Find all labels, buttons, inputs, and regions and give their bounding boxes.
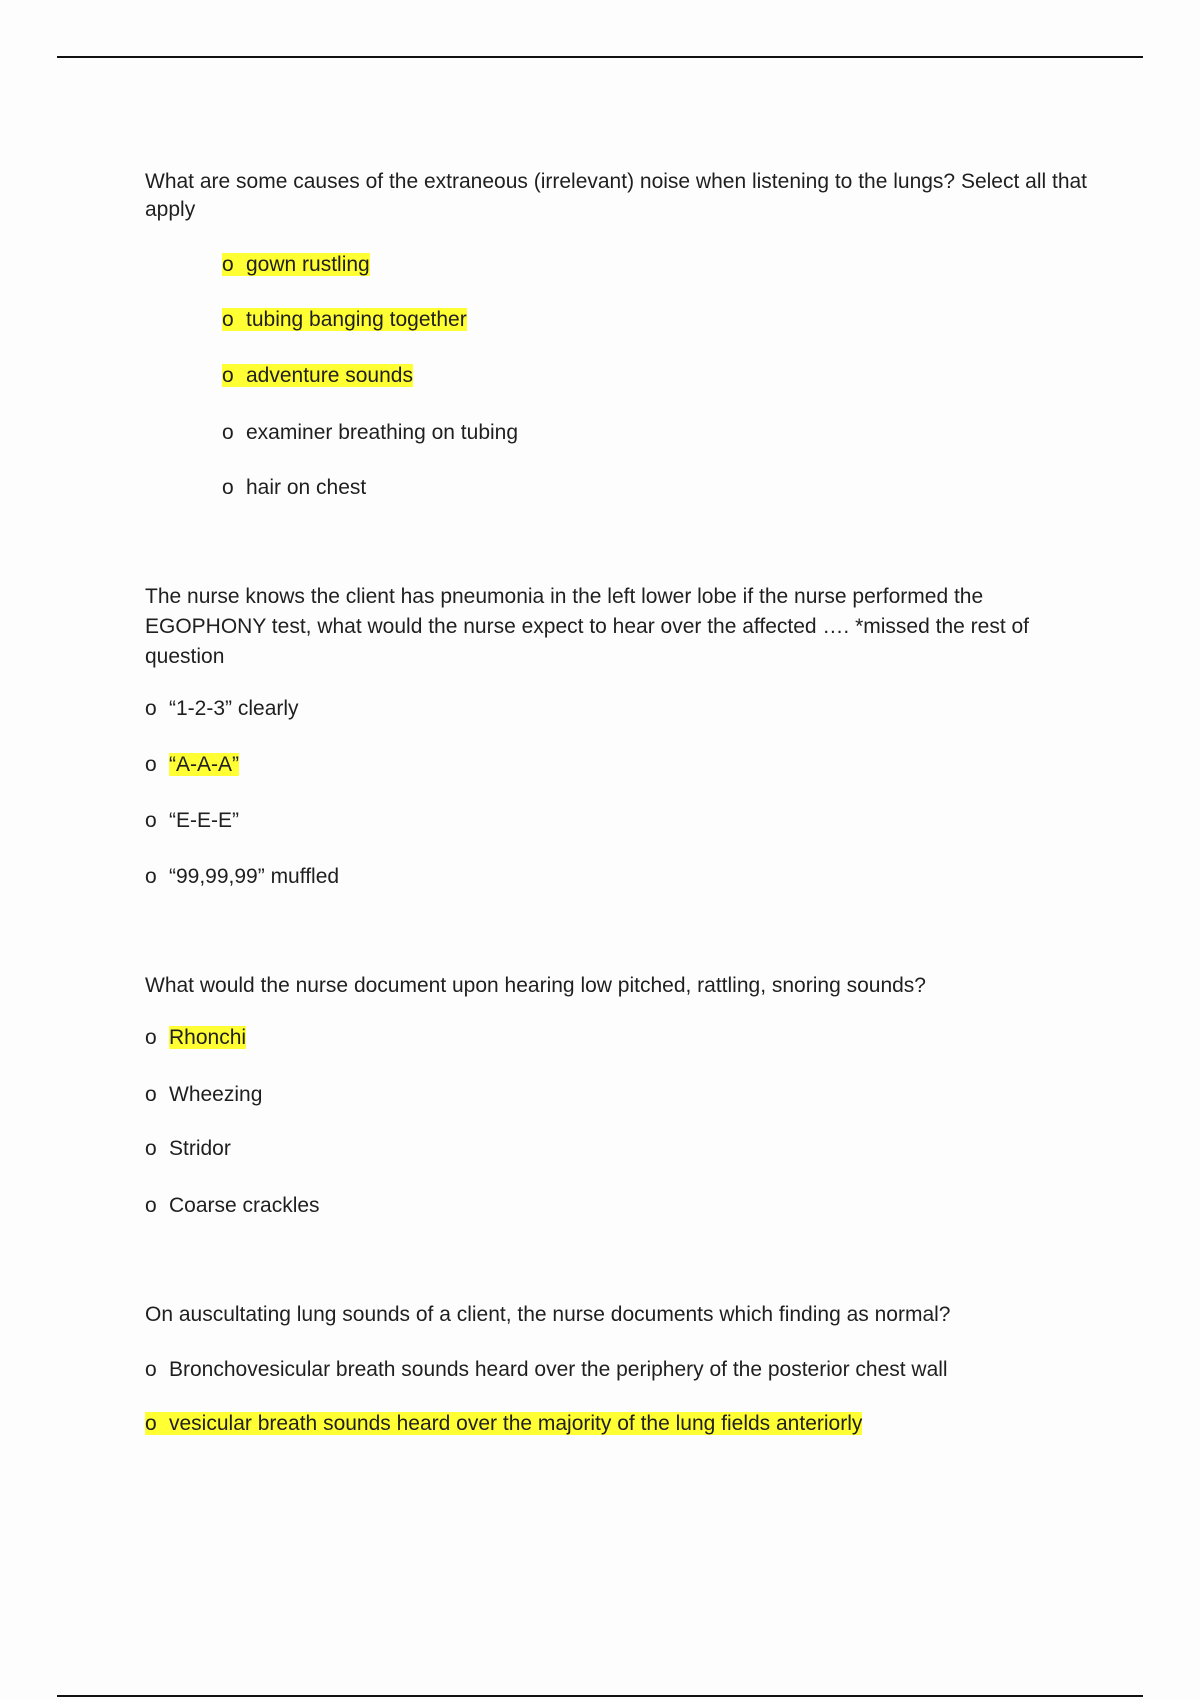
option-label: “1-2-3” clearly <box>169 697 299 720</box>
bullet-icon: o <box>145 1358 157 1381</box>
bullet-icon: o <box>145 1412 157 1435</box>
q1-option-4 <box>222 419 518 447</box>
option-label: tubing banging together <box>246 308 467 331</box>
option-label: “A-A-A” <box>169 753 239 776</box>
q2-option-4 <box>145 863 339 891</box>
option-label: Rhonchi <box>169 1026 247 1049</box>
q2-option-3 <box>145 807 239 835</box>
q3-option-1 <box>145 1024 246 1052</box>
bullet-icon: o <box>145 753 157 776</box>
bullet-icon: o <box>222 421 234 444</box>
bullet-icon: o <box>222 308 234 331</box>
bullet-icon: o <box>145 865 157 888</box>
option-label: adventure sounds <box>246 364 413 387</box>
q3-option-3 <box>145 1135 231 1163</box>
bullet-icon: o <box>145 697 157 720</box>
bottom-rule <box>57 1695 1143 1697</box>
question-2-text: The nurse knows the client has pneumonia in the left lower lobe if the nurse performed the EGOPHONY test, what would the nurse expect to hear over the affected …. *missed the rest of question <box>145 585 1029 668</box>
option-label: examiner breathing on tubing <box>246 421 519 444</box>
bullet-icon: o <box>222 476 234 499</box>
top-rule <box>57 56 1143 58</box>
bullet-icon: o <box>145 1137 157 1160</box>
q4-option-1 <box>145 1356 948 1384</box>
option-label: vesicular breath sounds heard over the majority of the lung fields anteriorly <box>169 1412 863 1435</box>
option-label: hair on chest <box>246 476 367 499</box>
question-3-text: What would the nurse document upon hearing low pitched, rattling, snoring sounds? <box>145 974 926 997</box>
option-label: Coarse crackles <box>169 1194 320 1217</box>
option-label: “99,99,99” muffled <box>169 865 340 888</box>
q3-option-4 <box>145 1192 320 1220</box>
q4-option-2 <box>145 1410 862 1438</box>
q1-option-3 <box>222 362 413 390</box>
option-label: Bronchovesicular breath sounds heard over the periphery of the posterior chest wall <box>169 1358 948 1381</box>
q1-option-1 <box>222 251 370 279</box>
q3-option-2 <box>145 1081 262 1109</box>
q2-option-1 <box>145 695 299 723</box>
option-label: Stridor <box>169 1137 231 1160</box>
bullet-icon: o <box>145 1194 157 1217</box>
q1-option-5 <box>222 474 366 502</box>
q2-option-2 <box>145 751 239 779</box>
bullet-icon: o <box>145 809 157 832</box>
option-label: Wheezing <box>169 1083 263 1106</box>
bullet-icon: o <box>145 1083 157 1106</box>
question-1-text: What are some causes of the extraneous (irrelevant) noise when listening to the lungs? Select all that apply <box>145 170 1088 221</box>
q1-option-2 <box>222 306 467 334</box>
question-4-text: On auscultating lung sounds of a client, the nurse documents which finding as normal? <box>145 1303 951 1326</box>
bullet-icon: o <box>145 1026 157 1049</box>
option-label: gown rustling <box>246 253 370 276</box>
option-label: “E-E-E” <box>169 809 239 832</box>
bullet-icon: o <box>222 253 234 276</box>
bullet-icon: o <box>222 364 234 387</box>
